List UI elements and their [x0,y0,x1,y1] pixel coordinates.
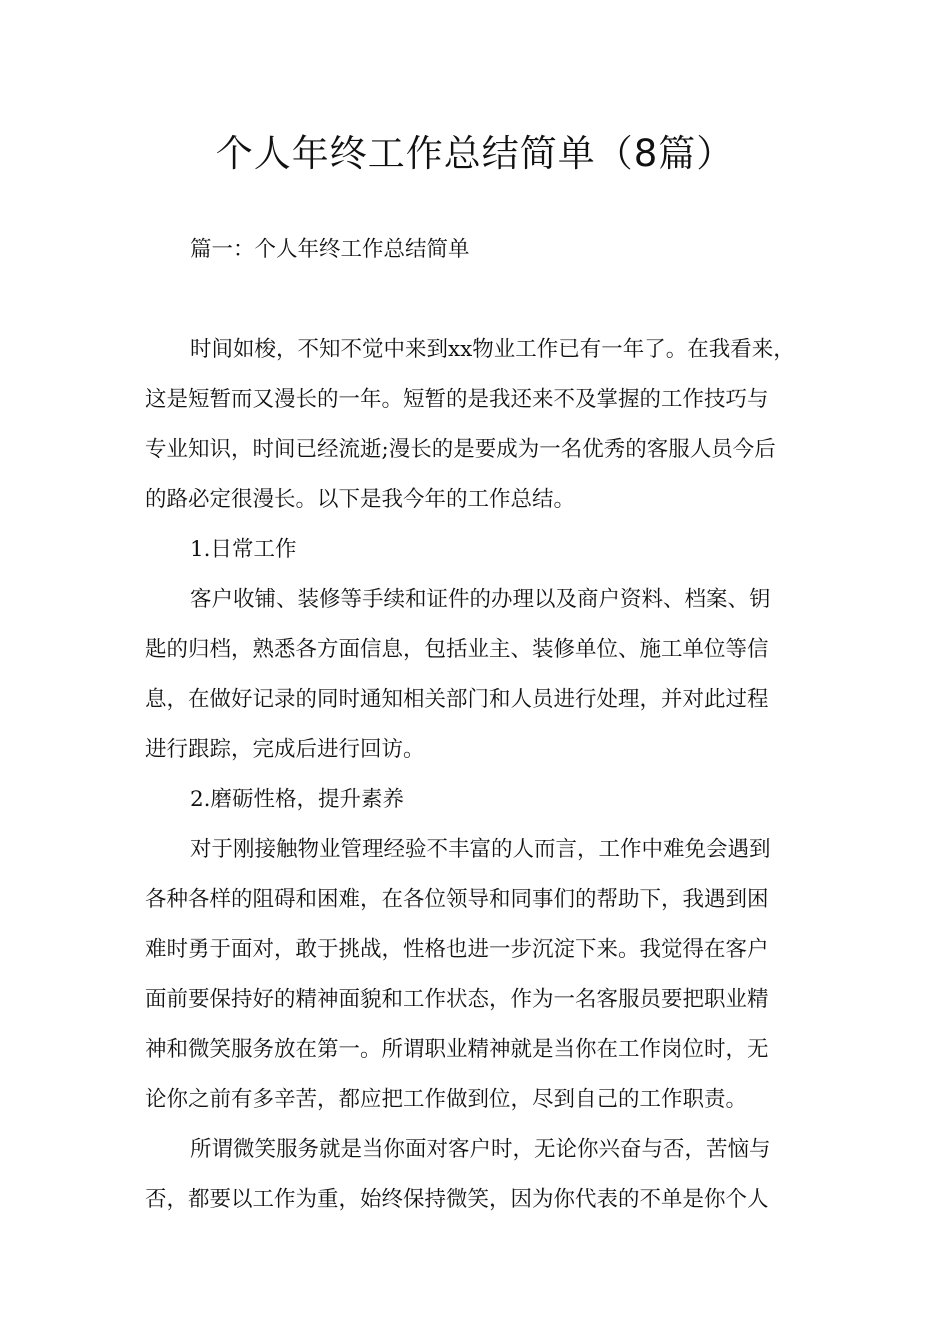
document-title: 个人年终工作总结简单（8篇） [215,132,735,175]
paragraph-line: 否，都要以工作为重，始终保持微笑，因为你代表的不单是你个人 [145,1187,769,1212]
paragraph-line: 各种各样的阻碍和困难，在各位领导和同事们的帮助下，我遇到困 [145,887,769,912]
paragraph-line: 进行跟踪，完成后进行回访。 [145,737,425,762]
paragraph-line: 论你之前有多辛苦，都应把工作做到位，尽到自己的工作职责。 [145,1087,748,1112]
subheading-character: 2.磨砺性格，提升素养 [190,787,405,812]
paragraph-line: 对于刚接触物业管理经验不丰富的人而言，工作中难免会遇到 [190,837,771,862]
paragraph-line: 神和微笑服务放在第一。所谓职业精神就是当你在工作岗位时，无 [145,1037,769,1062]
paragraph-line: 所谓微笑服务就是当你面对客户时，无论你兴奋与否，苦恼与 [190,1137,771,1162]
paragraph-line: 面前要保持好的精神面貌和工作状态，作为一名客服员要把职业精 [145,987,769,1012]
paragraph-line: 难时勇于面对，敢于挑战，性格也进一步沉淀下来。我觉得在客户 [145,937,769,962]
paragraph-line: 时间如梭，不知不觉中来到xx物业工作已有一年了。在我看来， [190,337,795,362]
paragraph-line: 这是短暂而又漫长的一年。短暂的是我还来不及掌握的工作技巧与 [145,387,769,412]
paragraph-line: 专业知识，时间已经流逝;漫长的是要成为一名优秀的客服人员今后 [145,437,776,462]
paragraph-line: 的路必定很漫长。以下是我今年的工作总结。 [145,487,576,512]
paragraph-line: 息，在做好记录的同时通知相关部门和人员进行处理，并对此过程 [145,687,769,712]
section-heading-1: 篇一：个人年终工作总结简单 [190,237,470,262]
subheading-daily-work: 1.日常工作 [190,537,297,562]
paragraph-line: 匙的归档，熟悉各方面信息，包括业主、装修单位、施工单位等信 [145,637,769,662]
paragraph-line: 客户收铺、装修等手续和证件的办理以及商户资料、档案、钥 [190,587,771,612]
